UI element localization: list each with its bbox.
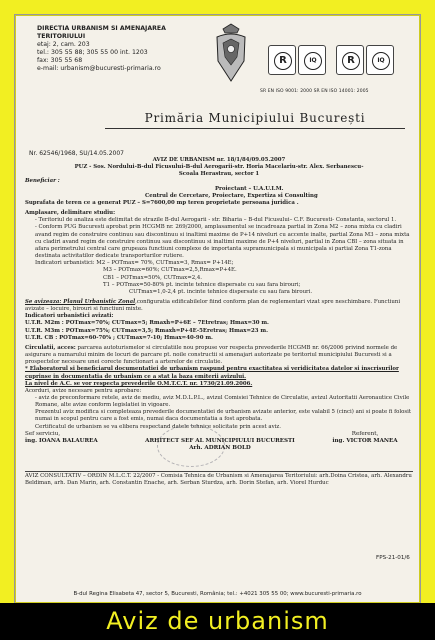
indicatori-avizati-label: Indicatori urbanistici avizati: (25, 313, 114, 320)
sef-serviciu-label: Sef serviciu, (25, 430, 61, 437)
floor-info: etaj: 2, cam. 203 (37, 41, 90, 49)
indicator-t1: T1 – POTmax=50-80% pt. incinte tehnice dispersate cu sau fara birouri; (103, 281, 301, 288)
se-avizeaza (25, 299, 413, 313)
prezentul-aviz: Prezentul aviz modifica si completeaza prevederile documentatiei de urbanism avizate anterior, este valabil 5 (cinci) ani si poate fi folosit numai in scopul pentru care a fost emis, numai daca documentatia a fost aprobata. (35, 409, 412, 423)
sef-serviciu-name: ing. IOANA BALAUREA (25, 437, 98, 444)
suprafata: Suprafata de teren ce a generat PUZ – S=7600,00 mp teren proprietate persoana juridica . (25, 199, 299, 206)
indicator-m3: M3 – POTmax=60%; CUTmax=2,5,Rmax=P+4E. (103, 267, 237, 274)
certification-logos (260, 45, 410, 99)
proiectant: Proiectant – U.A.U.I.M. (215, 185, 284, 192)
circulatii-label: Circulatii, acces: (25, 344, 76, 351)
avize-list: - aviz de preconformare retele, aviz de mediu, aviz M.D.L.P.L., avizul Comisiei Tehnice de Circulatie, avizul Autoritatii Aeronautice Civile Romane, alte avize conform legislatiei in vigoare. (35, 395, 410, 409)
caption-banner: Aviz de urbanism (0, 603, 435, 640)
se-avizeaza-rest: ,configuratia edificabilelor fiind conform plan de reglementari vizat spre neschimbare. Functiuni avizate – locuire, birouri si functiuni mixte. (25, 298, 401, 313)
doc-title: AVIZ DE URBANISM nr. 18/1/84/09.05.2007 (152, 157, 286, 163)
circulatii (25, 345, 413, 366)
footer-address: B-dul Regina Elisabeta 47, sector 5, Bucuresti, România; tel.: +4021 305 55 00; www.bucuresti-primaria.ro (73, 591, 362, 597)
puz-line: PUZ - Sos. Nordului-B-dul Ficusului-B-dul Aerogarii-str. Horia Macelariu-str. Alex. Serbanescu- (74, 164, 364, 171)
arhitect-title: ARHITECT SEF AL MUNICIPIULUI BUCURESTI (145, 437, 295, 444)
aviz-consultativ: AVIZ CONSULTATIV – ORDIN M.L.C.T. 22/2007 - Comisia Tehnica de Urbanism si Amenajarea Teritoriului: arh.Doina Cristea, arh. Alexandru Beldiman, arh. Dan Marin, arh. Constantin Enache, arh. Serban Sturdza, arh. Dorin Stefan, arh. Viorel Hurduc (25, 472, 412, 486)
acorduri-label: Acorduri, avize necesare pentru aprobare: (25, 387, 142, 394)
cert-logo-2: IQ (298, 45, 326, 75)
indicator-cbi: CB1 – POTmax=50%, CUTmax=2,4. (103, 274, 203, 281)
cert-logo-3: R (336, 45, 364, 75)
beneficiar-label: Beneficiar : (25, 178, 60, 185)
utr-cb: U.T.R. CB : POTmax=60-70% ; CUTmax=7-10; Hmax=40-90 m. (25, 334, 213, 341)
sef-serviciu-block (25, 431, 98, 445)
primaria-title: Primăria Municipiului București (144, 111, 366, 125)
utr-m2m: U.T.R. M2m : POTmax=70%; CUTmax=5; Rmaxh=P+6E – 7Etretras; Hmax=30 m. (25, 320, 269, 327)
cert-text: SR EN ISO 9001: 2000 SR EN ISO 14001: 2005 (260, 89, 369, 94)
registration-number: Nr. 62546/1968, SU/14.05.2007 (29, 150, 124, 157)
indicatori-label (25, 260, 413, 267)
paragraph-2: - Conform PUG Bucuresti aprobat prin HCGMB nr. 269/2000, amplasamentul se incadreaza partial in Zona M2 – zona mixta cu cladiri avand regim de construire continuu sau discontinuu si inaltimi maxime de P+14 niveluri cu accente inalte, partial Zona M3 – zona mixta cu cladiri avand regim de construire continuu sau discontinuu si inaltimi maxime de P+4 niveluri, partial in Zona CBI – zona situata in afara perimetrului central care grupeaza functiuni complexe de importanta supramunicipala si municipala si partial Zona T1-zona destinata activitatilor dedicate transporturilor rutiere. (35, 224, 410, 260)
la-nivel-ac: La nivel de A.C. se vor respecta prevederile O.M.T.C.T. nr. 1730/21.09.2006. (25, 380, 253, 387)
institution-line-2: TERITORIULUI (37, 33, 86, 41)
header-institution (37, 25, 197, 74)
proiectant-2: Centrul de Cercetare, Proiectare, Expertiza si Consulting (145, 192, 318, 199)
referent-name: ing. VICTOR MANEA (332, 437, 398, 444)
amplasare-heading: Amplasare, delimitare studiu: (25, 210, 116, 217)
puz-line-2: Scoala Herastrau, sector 1 (178, 171, 260, 178)
se-avizeaza-label: Se avizeaza: Planul Urbanistic Zonal (25, 298, 136, 305)
tel-info: tel.: 305 55 88; 305 55 00 int. 1203 (37, 49, 148, 57)
institution-line-1: DIRECTIA URBANISM SI AMENAJAREA (37, 25, 166, 32)
document-body (25, 157, 413, 487)
signatures (25, 431, 413, 469)
elaborator-note: * Elaboratorul si beneficiarul documentatiei de urbanism raspund pentru exactitatea si veridicitatea datelor si inscrisurilor cuprinse in documentatia de urbanism ce a stat la baza emiterii avizului. (25, 366, 399, 380)
circulatii-text: parcarea autoturismelor si circulatiile nou propuse vor respecta prevederile HCGMB nr. 66/2006 privind normele de asigurare a numarului minim de locuri de parcare pt. noile constructii si amenajari autorizate pe teritoriul municipiului Bucuresti si a prospectelor necesare unei corecte functionari a arterelor de circulatie. (25, 344, 398, 366)
certificatul: Certificatul de urbanism se va elibera respectand datele tehnice solicitate prin acest aviz. (35, 423, 281, 430)
fax-info: fax: 305 55 68 (37, 57, 83, 65)
form-code: FPS-21-01/6 (376, 555, 410, 561)
paragraph-1: - Teritoriul de analiza este delimitat de strazile B-dul Aerogarii - str. Biharia – B-dul Ficusului– C.F. Bucuresti- Constanta, sectorul 1. (35, 217, 397, 224)
arhitect-block (145, 438, 295, 452)
utr-m3m: U.T.R. M3m : POTmax=75%; CUTmax=3,5; Rmaxh=P+4E-5Eretras; Hmax=23 m. (25, 327, 268, 334)
indicatori-label-text: Indicatori urbanistici: (35, 260, 95, 267)
header-divider (105, 128, 405, 129)
email-info: e-mail: urbanism@bucuresti-primaria.ro (37, 65, 161, 73)
cert-logo-4: IQ (366, 45, 394, 75)
document-page (14, 14, 421, 604)
indicator-t1b: CUTmax=1,0-2,4 pt. incinte tehnice dispersate cu sau fara birouri. (129, 288, 313, 295)
referent-block (325, 431, 405, 445)
indicator-m2: M2 – POTmax= 70%, CUTmax=3, Rmax= P+14E; (96, 260, 234, 267)
coat-of-arms-icon (211, 23, 251, 83)
referent-label: Referent, (351, 430, 379, 437)
cert-logo-1: R (268, 45, 296, 75)
arhitect-name: Arh. ADRIAN BOLD (189, 444, 251, 451)
